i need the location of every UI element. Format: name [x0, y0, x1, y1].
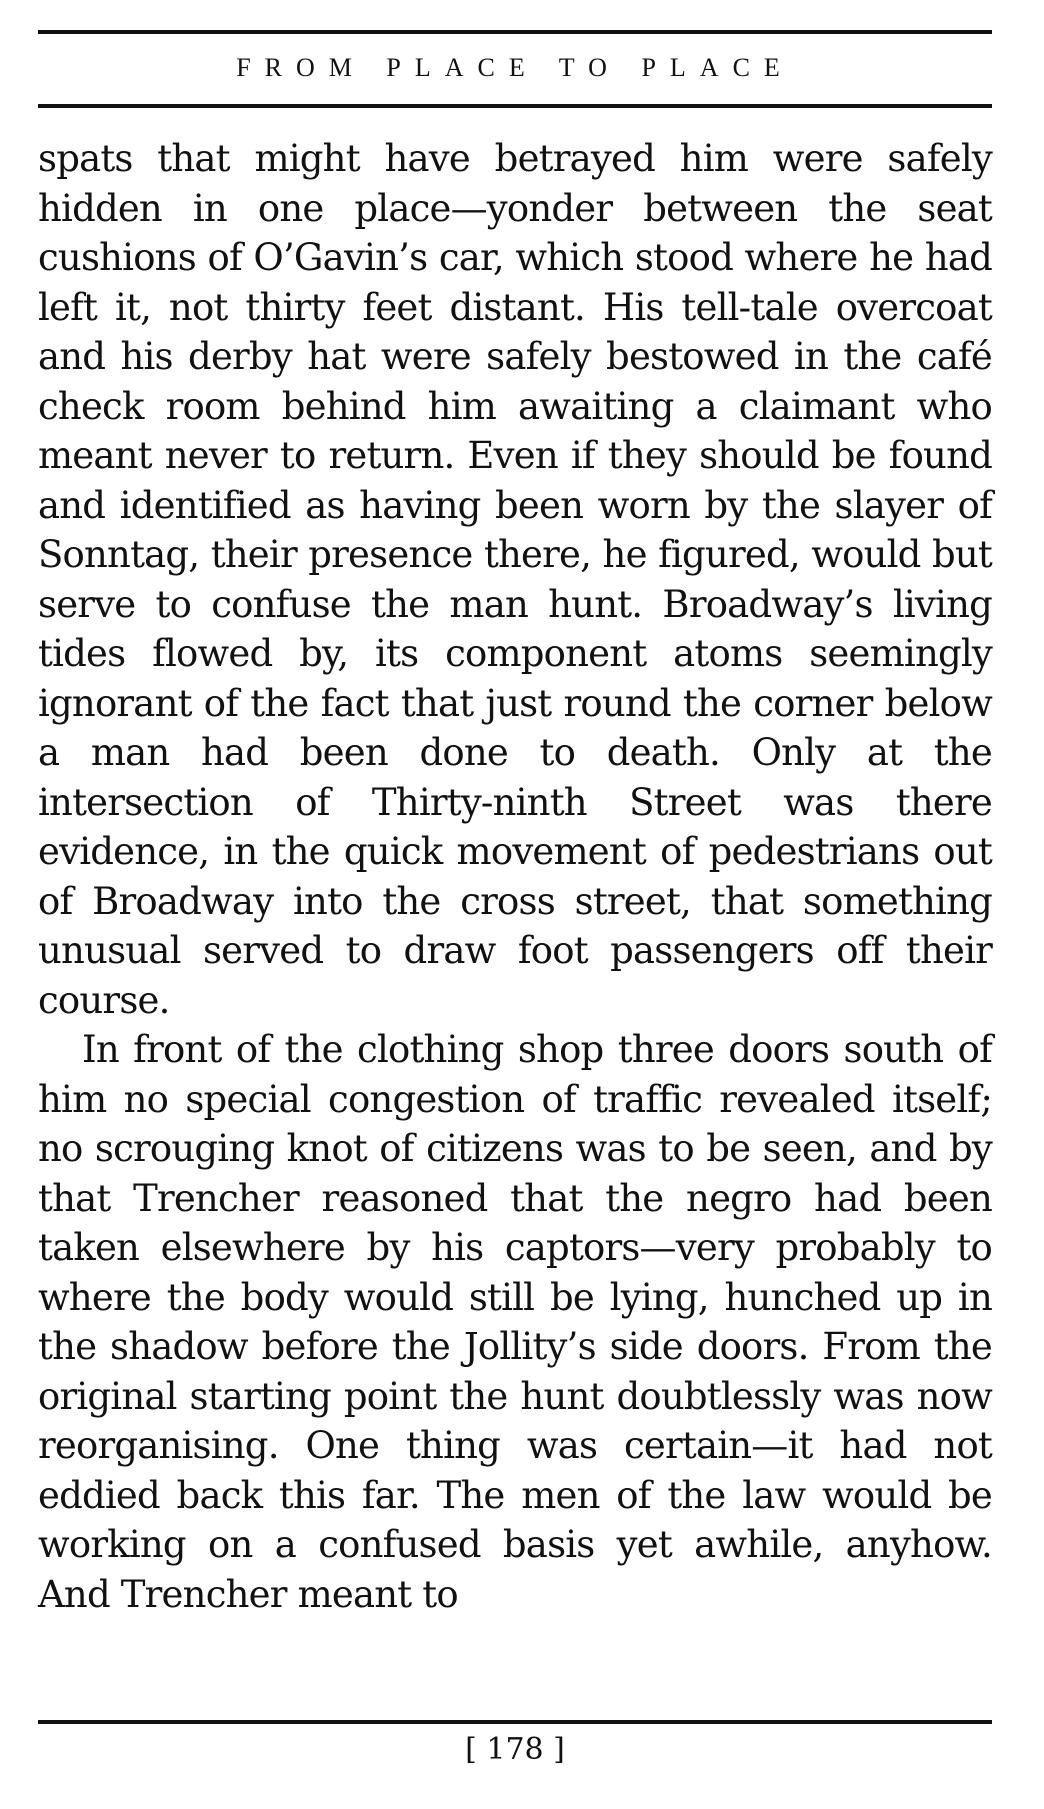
paragraph-continued: spats that might have betrayed him were safely hidden in one place—yonder between the seat cushions of O’Gavin’s car, which stood where he had left it, not thirty feet distant. His tell-tale overcoat and his derby hat were safely bestowed in the café check room behind him awaiting a claimant who meant never to return. Even if they should be found and identified as having been worn by the slayer of Sonntag, their presence there, he figured, would but serve to confuse the man hunt. Broadway’s living tides flowed by, its component atoms seemingly ignorant of the fact that just round the corner below a man had been done to death. Only at the intersection of Thirty-ninth Street was there evidence, in the quick movement of pedestrians out of Broadway into the cross street, that something unusual served to draw foot passengers off their course.: [38, 137, 992, 1022]
book-page: [38, 30, 992, 1780]
header-top-rule: [38, 30, 992, 34]
footer-rule: [38, 1720, 992, 1724]
paragraph: In front of the clothing shop three doors south of him no special congestion of traffic revealed itself; no scrouging knot of citizens was to be seen, and by that Trencher reasoned that the negro had been taken elsewhere by his captors—very probably to where the body would still be lying, hunched up in the shadow before the Jollity’s side doors. From the original starting point the hunt doubtlessly was now reorganising. One thing was certain—it had not eddied back this far. The men of the law would be working on a confused basis yet awhile, anyhow. And Trencher meant to: [38, 1028, 992, 1616]
page-number: [ 178 ]: [465, 1732, 565, 1767]
running-head: FROM PLACE TO PLACE: [236, 53, 794, 82]
body-text: [38, 134, 992, 1619]
header-bottom-rule: [38, 104, 992, 108]
